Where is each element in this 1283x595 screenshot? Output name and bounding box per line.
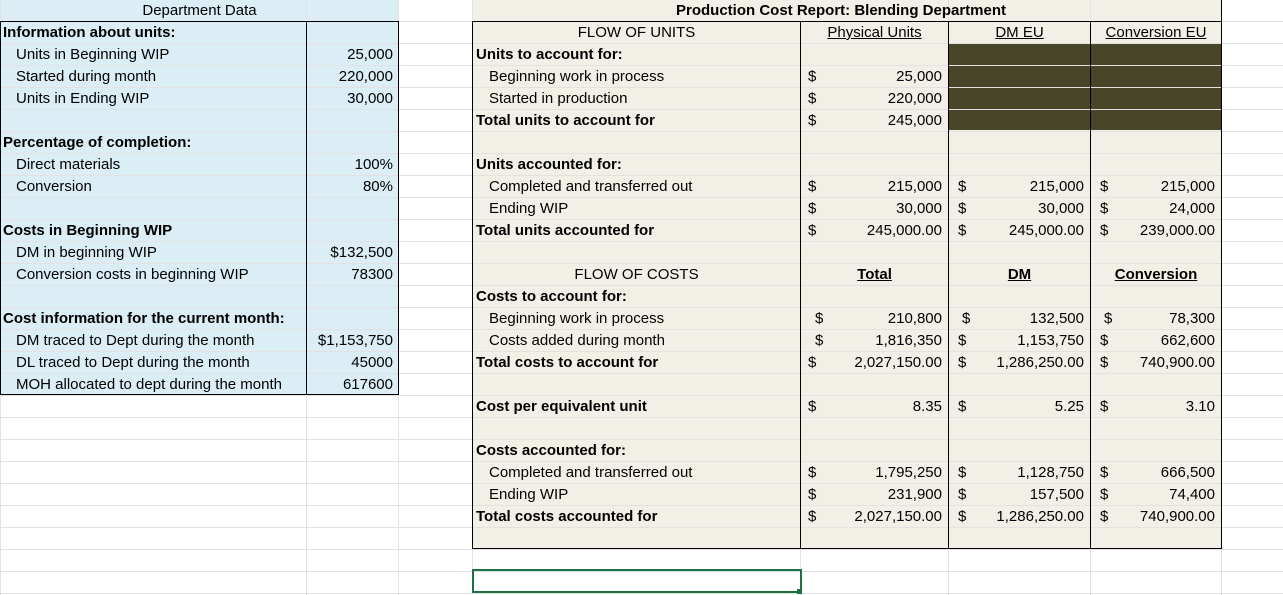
pct-dm-label: Direct materials: [16, 156, 121, 173]
dm-traced-value[interactable]: $1,153,750: [317, 332, 393, 349]
moh-allocated-label: MOH allocated to dept during the month: [16, 376, 282, 393]
ending-wip-costs-label: Ending WIP: [489, 486, 569, 503]
units-ending-wip-value[interactable]: 30,000: [347, 90, 393, 107]
conv-beginning-wip-label: Conversion costs in beginning WIP: [16, 266, 249, 283]
ending-wip-units-dm-eu[interactable]: 30,000: [1038, 200, 1084, 217]
col-physical-units: Physical Units: [827, 24, 922, 41]
col-conversion-eu: Conversion EU: [1105, 24, 1207, 41]
completed-costs-cv-currency: $: [1100, 464, 1109, 481]
beginning-wip-costs-label: Beginning work in process: [489, 310, 665, 327]
dm-traced-label: DM traced to Dept during the month: [16, 332, 255, 349]
total-costs-accounted-currency: $: [808, 508, 817, 525]
total-costs-accounted-total[interactable]: 2,027,150.00: [854, 508, 942, 525]
report-title: Production Cost Report: Blending Department: [676, 2, 1006, 19]
department-data-title: Department Data: [142, 2, 257, 19]
pct-conversion-label: Conversion: [16, 178, 92, 195]
units-beginning-wip-label: Units in Beginning WIP: [16, 46, 170, 63]
col-dm: DM: [1007, 266, 1032, 283]
report-border-right: [1221, 0, 1222, 549]
cost-per-eu-currency: $: [808, 398, 817, 415]
ending-wip-costs-total[interactable]: 231,900: [887, 486, 942, 503]
beginning-wip-costs-currency: $: [815, 310, 824, 327]
completed-costs-currency: $: [808, 464, 817, 481]
started-during-month-label: Started during month: [16, 68, 157, 85]
total-units-accounted-dm-currency: $: [958, 222, 967, 239]
costs-added-currency: $: [815, 332, 824, 349]
ending-wip-units-cv-currency: $: [1100, 200, 1109, 217]
costs-added-label: Costs added during month: [489, 332, 665, 349]
conv-beginning-wip-value[interactable]: 78300: [351, 266, 393, 283]
fill-handle[interactable]: [797, 589, 802, 594]
completed-units-dm-currency: $: [958, 178, 967, 195]
beginning-wip-costs-cv-currency: $: [1104, 310, 1113, 327]
ending-wip-units-physical[interactable]: 30,000: [896, 200, 942, 217]
total-costs-to-account-dm[interactable]: 1,286,250.00: [996, 354, 1084, 371]
total-costs-accounted-dm-currency: $: [958, 508, 967, 525]
beginning-wip-units-label: Beginning work in process: [489, 68, 665, 85]
dm-beginning-wip-value[interactable]: $132,500: [330, 244, 393, 261]
beginning-wip-costs-dm[interactable]: 132,500: [1029, 310, 1084, 327]
total-costs-accounted-conv[interactable]: 740,900.00: [1139, 508, 1215, 525]
total-costs-to-account-dm-currency: $: [958, 354, 967, 371]
total-units-accounted-dm-eu[interactable]: 245,000.00: [1008, 222, 1084, 239]
completed-costs-dm-currency: $: [958, 464, 967, 481]
pct-conversion-value[interactable]: 80%: [362, 178, 393, 195]
completed-units-dm-eu[interactable]: 215,000: [1029, 178, 1084, 195]
ending-wip-units-dm-currency: $: [958, 200, 967, 217]
cost-per-eu-cv-currency: $: [1100, 398, 1109, 415]
flow-of-units-header: FLOW OF UNITS: [577, 24, 696, 41]
started-production-currency: $: [808, 90, 817, 107]
units-ending-wip-label: Units in Ending WIP: [16, 90, 150, 107]
pct-completion-header: Percentage of completion:: [3, 134, 192, 151]
total-units-to-account-label: Total units to account for: [476, 112, 655, 129]
costs-added-conv[interactable]: 662,600: [1160, 332, 1215, 349]
completed-units-physical[interactable]: 215,000: [887, 178, 942, 195]
ending-wip-costs-dm[interactable]: 157,500: [1029, 486, 1084, 503]
beginning-wip-units-currency: $: [808, 68, 817, 85]
total-units-to-account-physical[interactable]: 245,000: [887, 112, 942, 129]
costs-added-total[interactable]: 1,816,350: [875, 332, 942, 349]
dm-beginning-wip-label: DM in beginning WIP: [16, 244, 157, 261]
ending-wip-units-label: Ending WIP: [489, 200, 569, 217]
costs-added-dm[interactable]: 1,153,750: [1017, 332, 1084, 349]
total-units-accounted-currency: $: [808, 222, 817, 239]
ending-wip-units-currency: $: [808, 200, 817, 217]
col-total: Total: [857, 266, 892, 283]
costs-added-dm-currency: $: [958, 332, 967, 349]
total-costs-to-account-currency: $: [808, 354, 817, 371]
current-month-header: Cost information for the current month:: [3, 310, 285, 327]
started-during-month-value[interactable]: 220,000: [338, 68, 393, 85]
total-units-accounted-cv-currency: $: [1100, 222, 1109, 239]
moh-allocated-value[interactable]: 617600: [342, 376, 393, 393]
completed-units-label: Completed and transferred out: [489, 178, 693, 195]
beginning-wip-costs-dm-currency: $: [962, 310, 971, 327]
units-info-header: Information about units:: [3, 24, 176, 41]
cost-per-eu-dm-currency: $: [958, 398, 967, 415]
total-costs-to-account-cv-currency: $: [1100, 354, 1109, 371]
beginning-wip-costs-total[interactable]: 210,800: [887, 310, 942, 327]
completed-costs-total[interactable]: 1,795,250: [875, 464, 942, 481]
ending-wip-costs-currency: $: [808, 486, 817, 503]
total-units-accounted-label: Total units accounted for: [476, 222, 655, 239]
beginning-wip-units-physical[interactable]: 25,000: [896, 68, 942, 85]
total-units-to-account-currency: $: [808, 112, 817, 129]
total-costs-to-account-label: Total costs to account for: [476, 354, 659, 371]
cost-per-eu-conv[interactable]: 3.10: [1185, 398, 1215, 415]
total-costs-accounted-label: Total costs accounted for: [476, 508, 658, 525]
costs-to-account-header: Costs to account for:: [476, 288, 627, 305]
completed-costs-dm[interactable]: 1,128,750: [1017, 464, 1084, 481]
completed-units-cv-currency: $: [1100, 178, 1109, 195]
total-units-accounted-conv-eu[interactable]: 239,000.00: [1139, 222, 1215, 239]
dl-traced-label: DL traced to Dept during the month: [16, 354, 250, 371]
units-to-account-header: Units to account for:: [476, 46, 623, 63]
col-dm-eu: DM EU: [995, 24, 1044, 41]
completed-units-currency: $: [808, 178, 817, 195]
costs-beginning-wip-header: Costs in Beginning WIP: [3, 222, 173, 239]
started-production-label: Started in production: [489, 90, 628, 107]
completed-units-conv-eu[interactable]: 215,000: [1160, 178, 1215, 195]
active-cell-selection[interactable]: [472, 569, 802, 593]
costs-added-cv-currency: $: [1100, 332, 1109, 349]
col-conversion: Conversion: [1114, 266, 1198, 283]
total-costs-to-account-total[interactable]: 2,027,150.00: [854, 354, 942, 371]
flow-of-costs-header: FLOW OF COSTS: [574, 266, 699, 283]
completed-costs-conv[interactable]: 666,500: [1160, 464, 1215, 481]
cost-per-eu-dm[interactable]: 5.25: [1054, 398, 1084, 415]
costs-accounted-header: Costs accounted for:: [476, 442, 627, 459]
total-costs-accounted-cv-currency: $: [1100, 508, 1109, 525]
ending-wip-costs-dm-currency: $: [958, 486, 967, 503]
ending-wip-costs-cv-currency: $: [1100, 486, 1109, 503]
started-production-physical[interactable]: 220,000: [887, 90, 942, 107]
ending-wip-costs-conv[interactable]: 74,400: [1169, 486, 1215, 503]
dl-traced-value[interactable]: 45000: [351, 354, 393, 371]
cost-per-eu-label: Cost per equivalent unit: [476, 398, 647, 415]
total-units-accounted-physical[interactable]: 245,000.00: [866, 222, 942, 239]
units-beginning-wip-value[interactable]: 25,000: [347, 46, 393, 63]
pct-dm-value[interactable]: 100%: [354, 156, 393, 173]
beginning-wip-costs-conv[interactable]: 78,300: [1169, 310, 1215, 327]
ending-wip-units-conv-eu[interactable]: 24,000: [1169, 200, 1215, 217]
completed-costs-label: Completed and transferred out: [489, 464, 693, 481]
total-costs-to-account-conv[interactable]: 740,900.00: [1139, 354, 1215, 371]
cost-per-eu-total[interactable]: 8.35: [912, 398, 942, 415]
report-border-bottom: [472, 548, 1222, 549]
total-costs-accounted-dm[interactable]: 1,286,250.00: [996, 508, 1084, 525]
units-accounted-header: Units accounted for:: [476, 156, 622, 173]
